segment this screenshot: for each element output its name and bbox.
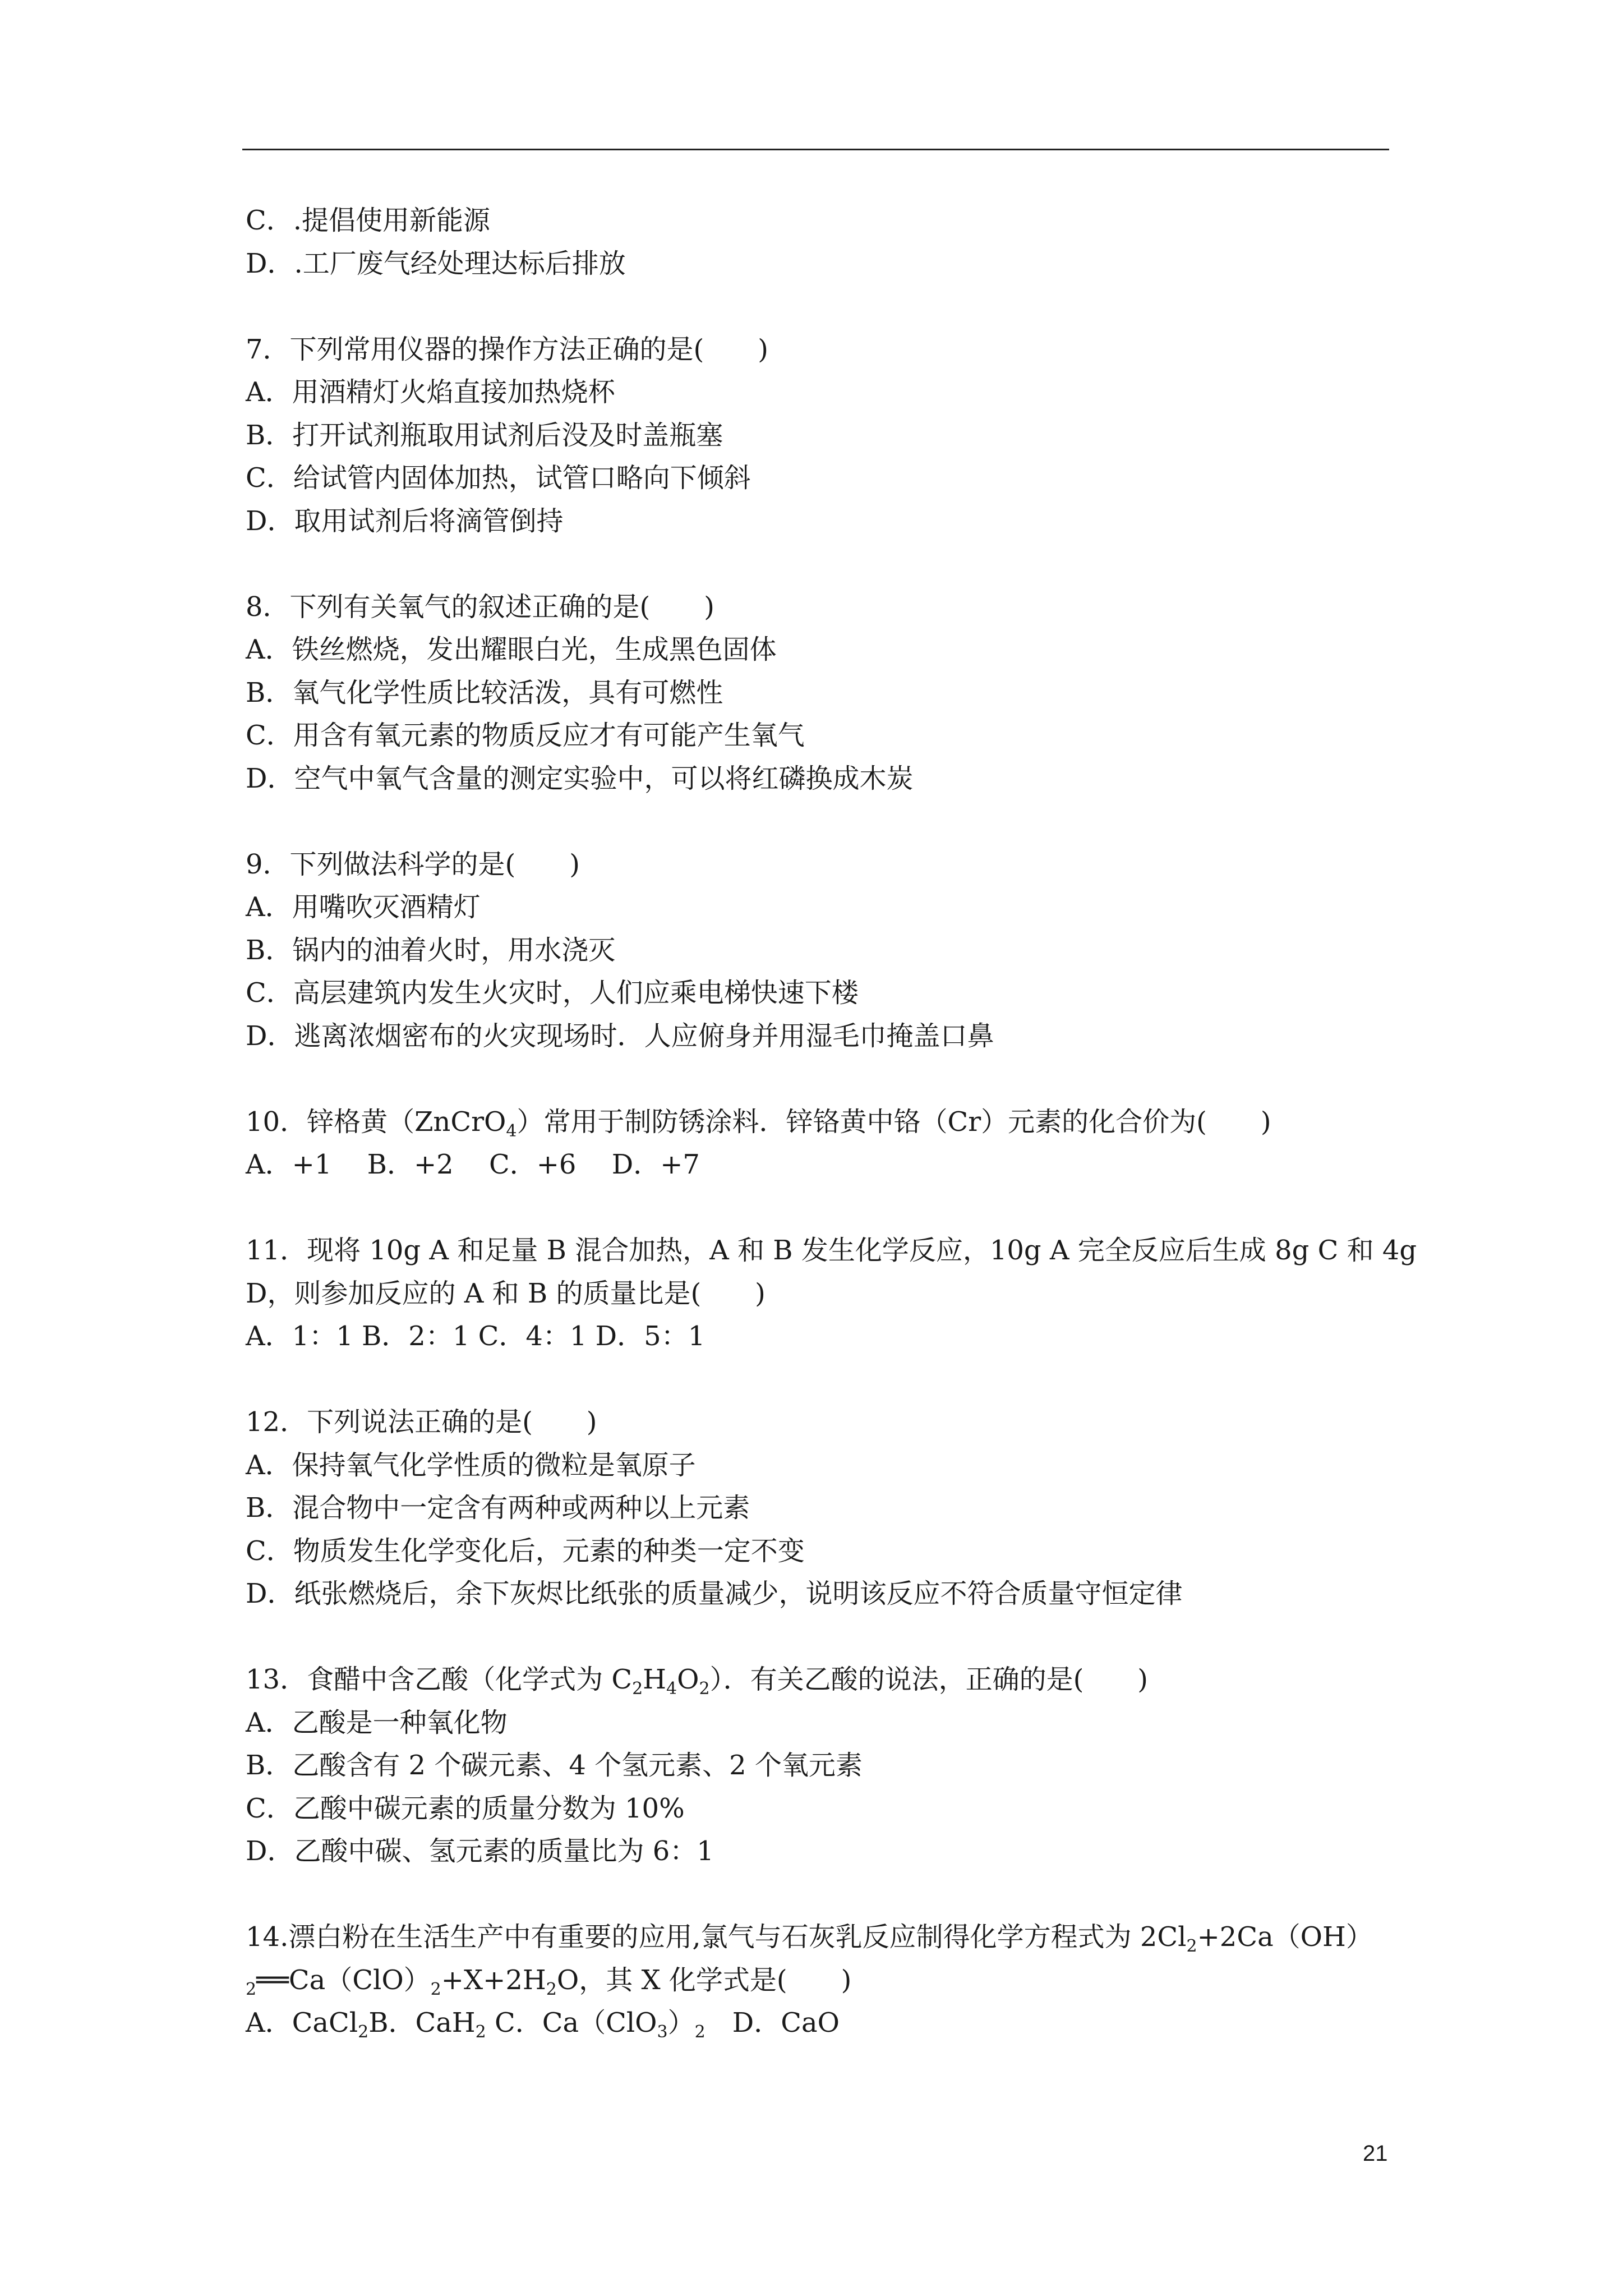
question-14-stem-line2: $_2══Ca(ClO)_2+X+2H_2O$，其 X 化学式是( ): [246, 1964, 852, 1999]
document-body: [246, 199, 1423, 2045]
header-rule: [242, 149, 1389, 150]
question-11-stem-line2: D，则参加反应的 A 和 B 的质量比是( ): [246, 1277, 766, 1309]
option-c: C．乙酸中碳元素的质量分数为 10%: [246, 1792, 685, 1824]
question-11-options: A．1：1 B．2：1 C．4：1 D．5：1: [246, 1320, 706, 1352]
question-13-stem: 13．食醋中含乙酸（化学式为 $C_2H_4O_2$）．有关乙酸的说法，正确的是( ): [246, 1664, 1149, 1699]
option-c: C．高层建筑内发生火灾时，人们应乘电梯快速下楼: [246, 977, 859, 1009]
option-d: D．逃离浓烟密布的火灾现场时．人应俯身并用湿毛巾掩盖口鼻: [246, 1020, 994, 1052]
option-c: C．.提倡使用新能源: [246, 205, 490, 236]
option-b: B．氧气化学性质比较活泼，具有可燃性: [246, 677, 723, 708]
question-11-stem-line1: 11．现将 10g A 和足量 B 混合加热，A 和 B 发生化学反应，10g A 完全反应后生成 8g C 和 4g: [246, 1235, 1417, 1266]
option-a: A．乙酸是一种氧化物: [246, 1706, 508, 1738]
question-12-stem: 12．下列说法正确的是( ): [246, 1406, 597, 1438]
option-c: C．给试管内固体加热，试管口略向下倾斜: [246, 462, 751, 494]
question-7-stem: 7．下列常用仪器的操作方法正确的是( ): [246, 333, 768, 365]
option-d: D．取用试剂后将滴管倒持: [246, 505, 564, 537]
question-10-options: A．+1 B．+2 C．+6 D．+7: [246, 1149, 700, 1180]
option-c: C．用含有氧元素的物质反应才有可能产生氧气: [246, 720, 805, 751]
option-d: D．.工厂废气经处理达标后排放: [246, 247, 626, 279]
option-a: A．用酒精灯火焰直接加热烧杯: [246, 376, 615, 408]
question-10-stem: 10．锌格黄（ZnCrO$_4$）常用于制防锈涂料．锌铬黄中铬（Cr）元素的化合价为( ): [246, 1106, 1271, 1141]
option-b: B．锅内的油着火时，用水浇灭: [246, 934, 616, 966]
option-a: A．用嘴吹灭酒精灯: [246, 891, 481, 923]
question-9-stem: 9．下列做法科学的是( ): [246, 848, 580, 880]
option-b: B．乙酸含有 2 个碳元素、4 个氢元素、2 个氧元素: [246, 1750, 863, 1781]
option-d: D．纸张燃烧后，余下灰烬比纸张的质量减少，说明该反应不符合质量守恒定律: [246, 1578, 1183, 1609]
option-c: C．物质发生化学变化后，元素的种类一定不变: [246, 1535, 805, 1567]
option-b: B．混合物中一定含有两种或两种以上元素: [246, 1492, 750, 1524]
question-14-stem-line1: 14.漂白粉在生活生产中有重要的应用,氯气与石灰乳反应制得化学方程式为 $2Cl_2+2Ca(OH)$: [246, 1921, 1373, 1956]
option-b: B．打开试剂瓶取用试剂后没及时盖瓶塞: [246, 419, 723, 451]
option-d: D．空气中氧气含量的测定实验中，可以将红磷换成木炭: [246, 762, 914, 794]
option-a: A．铁丝燃烧，发出耀眼白光，生成黑色固体: [246, 634, 777, 665]
question-8-stem: 8．下列有关氧气的叙述正确的是( ): [246, 591, 714, 623]
option-d: D．乙酸中碳、氢元素的质量比为 6：1: [246, 1835, 714, 1867]
question-14-options: A．CaCl$_2$B．CaH$_2$ C．$Ca(ClO_3)_2$ D．CaO: [246, 2007, 840, 2042]
page-number: 21: [1363, 2141, 1388, 2166]
option-a: A．保持氧气化学性质的微粒是氧原子: [246, 1449, 696, 1481]
